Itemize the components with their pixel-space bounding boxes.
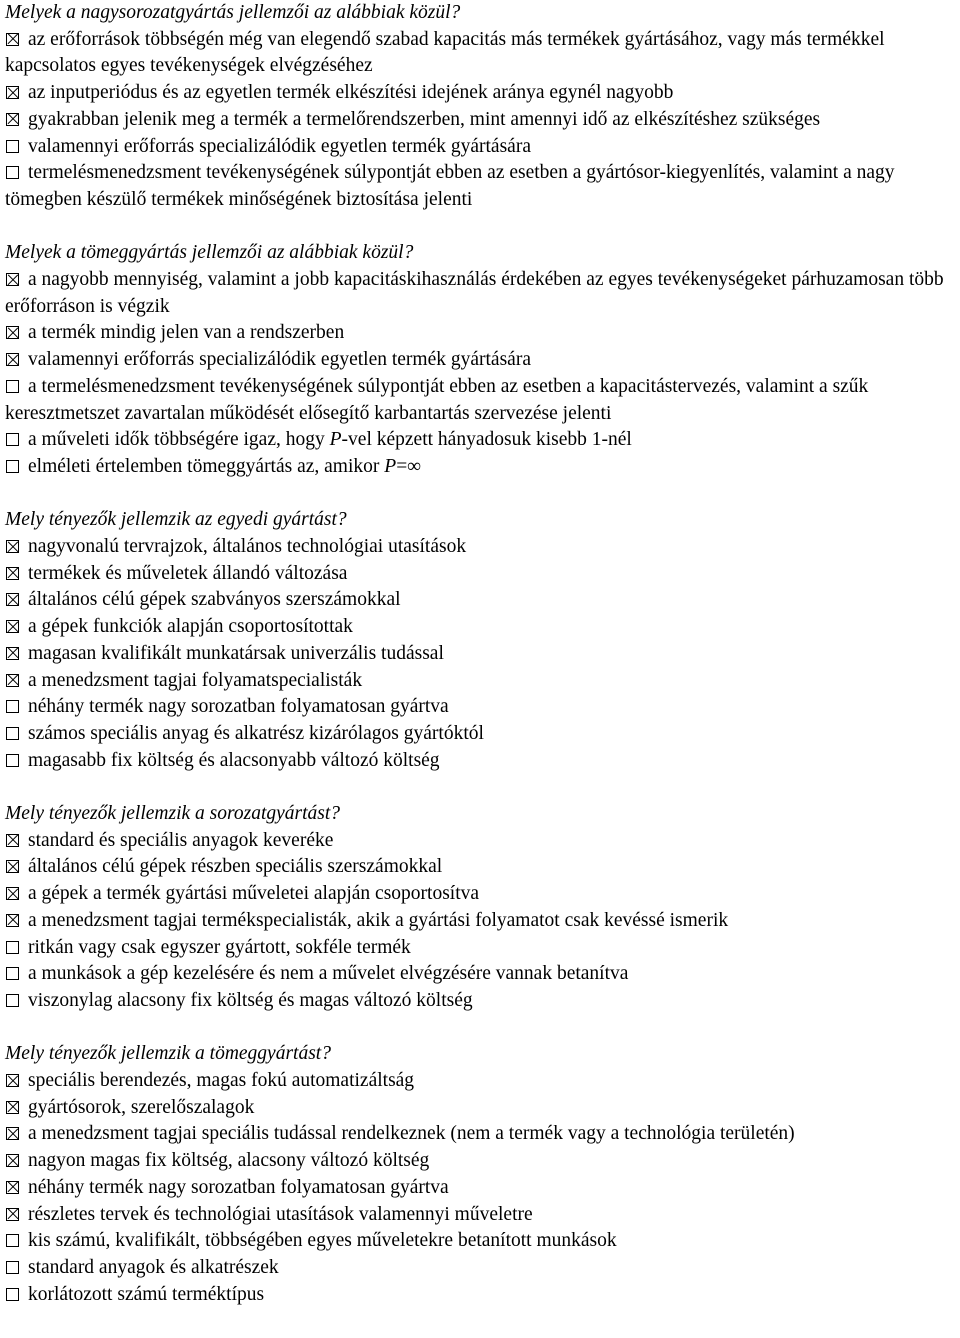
answer-text: a menedzsment tagjai speciális tudással rendelkeznek (nem a termék vagy a technológia területén)	[28, 1123, 795, 1145]
answer-text: a menedzsment tagjai termékspecialisták, akik a gyártási folyamatot csak kevéssé ismerik	[28, 909, 729, 931]
question-block	[5, 507, 956, 774]
question-block	[5, 801, 956, 1015]
empty-box-icon[interactable]	[6, 700, 19, 713]
answer-option	[5, 1282, 956, 1309]
answer-option	[5, 1175, 956, 1202]
answer-text: magasabb fix költség és alacsonyabb változó költség	[28, 749, 440, 771]
answer-text: néhány termék nagy sorozatban folyamatosan gyártva	[28, 1176, 449, 1198]
answer-text: gyártósorok, szerelőszalagok	[28, 1096, 255, 1118]
answer-text: a menedzsment tagjai folyamatspecialisták	[28, 669, 363, 691]
answer-text: a gépek funkciók alapján csoportosítottak	[28, 616, 353, 638]
answer-text: gyakrabban jelenik meg a termék a termelőrendszerben, mint amennyi idő az elkészítéshez szükséges	[28, 108, 821, 130]
answer-option	[5, 961, 956, 988]
checked-box-icon[interactable]	[6, 593, 19, 606]
checked-box-icon[interactable]	[6, 1074, 19, 1087]
checked-box-icon[interactable]	[6, 1181, 19, 1194]
checked-box-icon[interactable]	[6, 1154, 19, 1167]
answer-text: standard anyagok és alkatrészek	[28, 1256, 279, 1278]
answer-option	[5, 1121, 956, 1148]
answer-option	[5, 1202, 956, 1229]
answer-option	[5, 534, 956, 561]
answer-option	[5, 1255, 956, 1282]
answer-option	[5, 27, 956, 80]
answer-option	[5, 935, 956, 962]
answer-text: =∞	[396, 455, 422, 477]
answer-option	[5, 854, 956, 881]
answer-option	[5, 454, 956, 481]
answer-text: a nagyobb mennyiség, valamint a jobb kapacitáskihasználás érdekében az egyes tevékenységeket párhuzamosan több erőforráson is végzik	[5, 269, 944, 317]
answer-option	[5, 881, 956, 908]
empty-box-icon[interactable]	[6, 1288, 19, 1301]
answer-option	[5, 908, 956, 935]
answer-option	[5, 1228, 956, 1255]
answer-text: az erőforrások többségén még van elegendő szabad kapacitás más termékek gyártásához, vagy más termékkel kapcsolatos egyes tevékenységek elvégzéséhez	[5, 28, 885, 77]
answer-option	[5, 134, 956, 161]
answer-text: valamennyi erőforrás specializálódik egyetlen termék gyártására	[28, 135, 531, 157]
answer-text: korlátozott számú terméktípus	[28, 1283, 265, 1305]
answer-text: standard és speciális anyagok keveréke	[28, 829, 334, 851]
checked-box-icon[interactable]	[6, 540, 19, 553]
checked-box-icon[interactable]	[6, 273, 19, 286]
answer-option	[5, 267, 956, 320]
question-title: Mely tényezők jellemzik az egyedi gyártást?	[5, 509, 347, 531]
answer-option	[5, 721, 956, 748]
empty-box-icon[interactable]	[6, 380, 19, 393]
answer-option	[5, 614, 956, 641]
checked-box-icon[interactable]	[6, 914, 19, 927]
answer-option	[5, 668, 956, 695]
checked-box-icon[interactable]	[6, 620, 19, 633]
answer-text: a műveleti idők többségére igaz, hogy	[28, 429, 330, 451]
answer-text: viszonylag alacsony fix költség és magas változó költség	[28, 989, 473, 1011]
question-title: Mely tényezők jellemzik a tömeggyártást?	[5, 1043, 331, 1065]
empty-box-icon[interactable]	[6, 727, 19, 740]
answer-text: elméleti értelemben tömeggyártás az, amikor	[28, 455, 385, 477]
empty-box-icon[interactable]	[6, 941, 19, 954]
checked-box-icon[interactable]	[6, 1101, 19, 1114]
answer-option	[5, 374, 956, 427]
answer-text: általános célú gépek részben speciális szerszámokkal	[28, 856, 443, 878]
answer-option	[5, 748, 956, 775]
question-title: Melyek a nagysorozatgyártás jellemzői az alábbiak közül?	[5, 2, 461, 23]
checked-box-icon[interactable]	[6, 1208, 19, 1221]
checked-box-icon[interactable]	[6, 1127, 19, 1140]
answer-text: nagyvonalú tervrajzok, általános technológiai utasítások	[28, 536, 467, 558]
answer-option	[5, 80, 956, 107]
answer-text: számos speciális anyag és alkatrész kizárólagos gyártóktól	[28, 722, 484, 744]
answer-text: termelésmenedzsment tevékenységének súlypontját ebben az esetben a gyártósor-kiegyenlítés, valamint a nagy tömegben készülő termékek minőségének biztosítása jelenti	[5, 162, 895, 210]
question-block	[5, 1041, 956, 1308]
answer-text: -vel képzett hányadosuk kisebb 1-nél	[341, 429, 632, 451]
answer-option	[5, 587, 956, 614]
answer-option	[5, 828, 956, 855]
answer-option	[5, 427, 956, 454]
empty-box-icon[interactable]	[6, 166, 19, 179]
checked-box-icon[interactable]	[6, 567, 19, 580]
empty-box-icon[interactable]	[6, 460, 19, 473]
checked-box-icon[interactable]	[6, 834, 19, 847]
checked-box-icon[interactable]	[6, 647, 19, 660]
answer-text: ritkán vagy csak egyszer gyártott, sokféle termék	[28, 936, 411, 958]
empty-box-icon[interactable]	[6, 994, 19, 1007]
answer-text: termékek és műveletek állandó változása	[28, 562, 348, 584]
question-block	[5, 0, 956, 214]
empty-box-icon[interactable]	[6, 433, 19, 446]
answer-text: általános célú gépek szabványos szerszámokkal	[28, 589, 401, 611]
empty-box-icon[interactable]	[6, 754, 19, 767]
variable-p: P	[329, 429, 342, 451]
answer-text: nagyon magas fix költség, alacsony változó költség	[28, 1150, 430, 1172]
answer-option	[5, 347, 956, 374]
question-title: Melyek a tömeggyártás jellemzői az alábbiak közül?	[5, 242, 414, 264]
answer-option	[5, 160, 956, 213]
answer-option	[5, 107, 956, 134]
empty-box-icon[interactable]	[6, 140, 19, 153]
empty-box-icon[interactable]	[6, 967, 19, 980]
variable-p: P	[384, 455, 397, 477]
answer-option	[5, 988, 956, 1015]
answer-option	[5, 641, 956, 668]
answer-option	[5, 1148, 956, 1175]
answer-option	[5, 320, 956, 347]
checked-box-icon[interactable]	[6, 353, 19, 366]
answer-text: a termék mindig jelen van a rendszerben	[28, 322, 345, 344]
checked-box-icon[interactable]	[6, 860, 19, 873]
empty-box-icon[interactable]	[6, 1234, 19, 1247]
answer-text: részletes tervek és technológiai utasítások valamennyi műveletre	[28, 1203, 533, 1225]
answer-text: a gépek a termék gyártási műveletei alapján csoportosítva	[28, 883, 480, 905]
checked-box-icon[interactable]	[6, 887, 19, 900]
checked-box-icon[interactable]	[6, 113, 19, 126]
answer-option	[5, 1068, 956, 1095]
checked-box-icon[interactable]	[6, 86, 19, 99]
checked-box-icon[interactable]	[6, 674, 19, 687]
answer-text: valamennyi erőforrás specializálódik egyetlen termék gyártására	[28, 349, 531, 371]
answer-text: speciális berendezés, magas fokú automatizáltság	[28, 1070, 415, 1092]
question-title: Mely tényezők jellemzik a sorozatgyártást?	[5, 803, 341, 825]
checked-box-icon[interactable]	[6, 326, 19, 339]
answer-text: néhány termék nagy sorozatban folyamatosan gyártva	[28, 696, 449, 718]
answer-option	[5, 1095, 956, 1122]
empty-box-icon[interactable]	[6, 1261, 19, 1274]
question-block	[5, 240, 956, 480]
answer-text: a termelésmenedzsment tevékenységének súlypontját ebben az esetben a kapacitástervezés, valamint a szűk keresztmetszet zavartalan működését elősegítő karbantartás szervezése jelenti	[5, 375, 869, 424]
answer-text: a munkások a gép kezelésére és nem a művelet elvégzésére vannak betanítva	[28, 963, 629, 985]
answer-text: kis számú, kvalifikált, többségében egyes műveletekre betanított munkások	[28, 1230, 617, 1252]
answer-option	[5, 561, 956, 588]
answer-text: az inputperiódus és az egyetlen termék elkészítési idejének aránya egynél nagyobb	[28, 82, 674, 104]
answer-option	[5, 694, 956, 721]
checked-box-icon[interactable]	[6, 33, 19, 46]
answer-text: magasan kvalifikált munkatársak univerzális tudással	[28, 642, 444, 664]
